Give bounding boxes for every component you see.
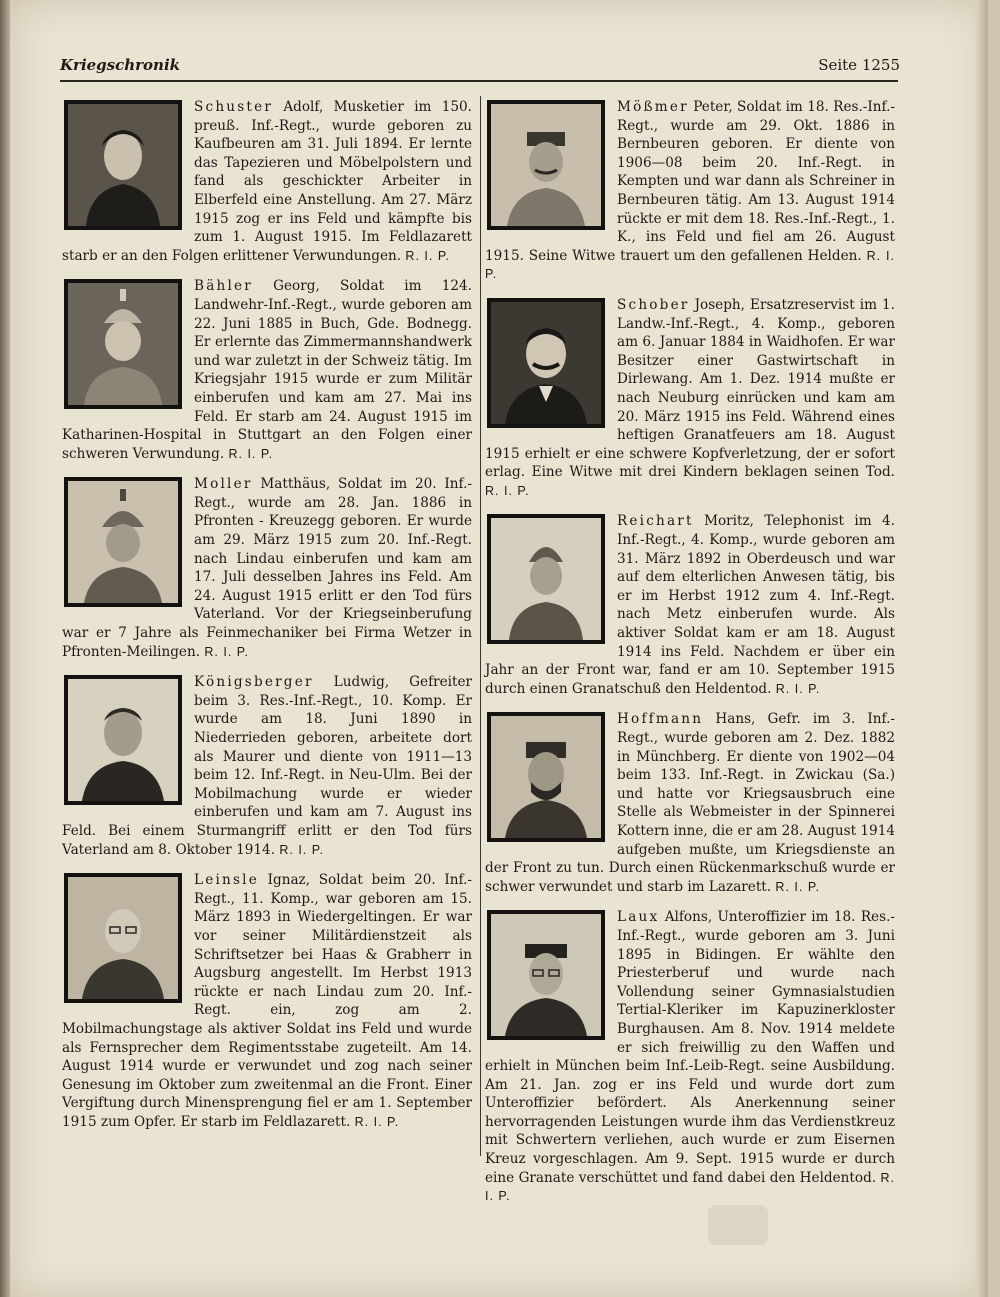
obituary-entry xyxy=(62,673,472,859)
obituary-text: Matthäus, Soldat im 20. Inf.-Regt., wurde am 28. Jan. 1886 in Pfronten - Kreuzegg geboren. Er wurde am 29. März 1915 zum 20. Inf.-Regt. nach Lindau einberufen und kam am 17. Juli desselben Jahres ins Feld. Am 24. August 1915 erlitt er den Tod fürs Vaterland. Vor der Kriegseinberufung war er 7 Jahre als Feinmechaniker bei Firma Wetzer in Pfronten-Meilingen. xyxy=(62,476,472,660)
surname: Schober xyxy=(617,296,690,313)
obituary-entry xyxy=(485,98,895,284)
obituary-text: Georg, Soldat im 124. Landwehr-Inf.-Regt., wurde geboren am 22. Juni 1885 in Buch, Gde. Bodnegg. Er erlernte das Zimmermannshandwerk und war zuletzt in der Schweiz tätig. Im Kriegsjahr 1915 wurde er zum Militär einberufen und kam am 27. Mai ins Feld. Er starb am 24. August 1915 im Katharinen-Hospital in Stuttgart an den Folgen einer schweren Verwundung. xyxy=(62,278,472,462)
publication-title: Kriegschronik xyxy=(60,56,181,74)
left-column xyxy=(62,98,472,1143)
header-rule xyxy=(60,80,898,82)
obituary-text: Adolf, Musketier im 150. preuß. Inf.-Regt., wurde geboren zu Kaufbeuren am 31. Juli 1894. Er lernte das Tapezieren und Möbelpolstern und fand als geschickter Arbeiter in Elberfeld eine Anstellung. Am 27. März 1915 zog er ins Feld und kämpfte bis zum 1. August 1915. Im Feldlazarett starb er an den Folgen erlittener Verwundungen. xyxy=(62,99,473,264)
obituary-text: Peter, Soldat im 18. Res.-Inf.-Regt., wurde am 29. Okt. 1886 in Bernbeuren geboren. Er diente von 1906—08 beim 20. Inf.-Regt. in Kempten und war dann als Schreiner in Bernbeuren tätig. Am 13. August 1914 rückte er mit dem 18. Res.-Inf.-Regt., 1. K., ins Feld und fiel am 26. August 1915. Seine Witwe trauert um den gefallenen Helden. xyxy=(485,99,895,264)
portrait-photo xyxy=(64,675,182,805)
running-head xyxy=(60,56,900,78)
obituary-text: Moritz, Telephonist im 4. Inf.-Regt., 4. Komp., wurde geboren am 31. März 1892 in Oberdeusch und war auf dem elterlichen Anwesen tätig, bis er im Herbst 1912 zum 4. Inf.-Regt. nach Metz einberufen wurde. Als aktiver Soldat kam er am 18. August 1914 ins Feld. Nachdem er über ein Jahr an der Front war, fand er am 10. September 1915 durch einen Granatschuß den Heldentod. xyxy=(485,513,895,697)
surname: Moller xyxy=(194,476,253,493)
page-number: Seite 1255 xyxy=(818,56,900,74)
rip-mark: R. I. P. xyxy=(279,842,324,857)
rip-mark: R. I. P. xyxy=(485,248,895,282)
surname: Mößmer xyxy=(617,99,689,115)
surname: Hoffmann xyxy=(617,711,704,728)
library-stamp xyxy=(708,1205,768,1245)
portrait-photo xyxy=(64,100,182,230)
surname: Schuster xyxy=(194,99,274,115)
rip-mark: R. I. P. xyxy=(775,681,821,696)
obituary-entry xyxy=(485,908,895,1206)
rip-mark: R. I. P. xyxy=(485,483,530,498)
rip-mark: R. I. P. xyxy=(405,248,451,263)
obituary-text: Alfons, Unteroffizier im 18. Res.-Inf.-Regt., wurde geboren am 3. Juni 1895 in Bidingen. Er wählte den Priesterberuf und wurde nach Vollendung seiner Gymnasialstudien Tertial-Kleriker im Kapuzinerkloster Burghausen. Am 8. Nov. 1914 meldete er sich freiwillig zu den Waffen und erhielt in München beim Inf.-Leib-Regt. seine Ausbildung. Am 21. Jan. zog er ins Feld und wurde dort zum Unteroffizier befördert. Als Anerkennung seiner hervorragenden Leistungen wurde ihm das Verdienstkreuz mit Schwertern verliehen, auch wurde er zum Eisernen Kreuz vorgeschlagen. Am 9. Sept. 1915 wurde er durch eine Granate verschüttet und fand dabei den Heldentod. xyxy=(485,909,895,1186)
surname: Königsberger xyxy=(194,674,314,691)
page-right-edge xyxy=(976,0,988,1297)
portrait-photo xyxy=(64,279,182,409)
obituary-text: Ludwig, Gefreiter beim 3. Res.-Inf.-Regt., 10. Komp. Er wurde am 18. Juni 1890 in Niederrieden geboren, arbeitete dort als Maurer und diente von 1911—13 beim 12. Inf.-Regt. in Neu-Ulm. Bei der Mobilmachung wurde er wieder einberufen und kam am 7. August ins Feld. Bei einem Sturmangriff erlitt er den Tod fürs Vaterland am 8. Oktober 1914. xyxy=(62,674,472,858)
obituary-entry xyxy=(62,277,472,463)
portrait-photo xyxy=(487,100,605,230)
rip-mark: R. I. P. xyxy=(354,1114,400,1129)
surname: Bähler xyxy=(194,278,253,295)
rip-mark: R. I. P. xyxy=(485,1170,895,1204)
rip-mark: R. I. P. xyxy=(775,879,821,894)
rip-mark: R. I. P. xyxy=(204,644,249,659)
obituary-entry xyxy=(62,871,472,1131)
obituary-entry xyxy=(62,475,472,661)
portrait-photo xyxy=(64,477,182,607)
portrait-photo xyxy=(487,514,605,644)
surname: Reichart xyxy=(617,513,694,530)
portrait-photo xyxy=(487,298,605,428)
obituary-entry xyxy=(485,296,895,501)
obituary-entry xyxy=(485,710,895,896)
surname: Leinsle xyxy=(194,872,259,889)
rip-mark: R. I. P. xyxy=(228,446,274,461)
surname: Laux xyxy=(617,909,660,926)
portrait-photo xyxy=(487,712,605,842)
obituary-entry xyxy=(62,98,472,265)
obituary-text: Joseph, Ersatzreservist im 1. Landw.-Inf.-Regt., 4. Komp., geboren am 6. Januar 1884 in Waidhofen. Er war Besitzer einer Gastwirtschaft in Dirlewang. Am 1. Dez. 1914 mußte er nach Neuburg einrücken und kam am 20. März 1915 ins Feld. Während eines heftigen Granatfeuers am 18. August 1915 erhielt er eine schwere Kopfverletzung, der er sofort erlag. Eine Witwe mit drei Kindern beklagen seinen Tod. xyxy=(485,296,895,481)
obituary-entry xyxy=(485,512,895,698)
obituary-text: Ignaz, Soldat beim 20. Inf.-Regt., 11. Komp., war geboren am 15. März 1893 in Wiedergeltingen. Er war vor seiner Militärdienstzeit als Schriftsetzer bei Haas & Grabherr in Augsburg angestellt. Im Herbst 1913 rückte er nach Lindau zum 20. Inf.-Regt. ein, zog am 2. Mobilmachungstage als aktiver Soldat ins Feld und wurde als Fernsprecher dem Regimentsstabe zugeteilt. Am 14. August 1914 wurde er verwundet und zog nach seiner Genesung im Oktober zum zweitenmal an die Front. Einer Vergiftung durch Minensprengung fiel er am 1. September 1915 zum Opfer. Er starb im Feldlazarett. xyxy=(62,872,472,1130)
obituary-text: Hans, Gefr. im 3. Inf.-Regt., wurde geboren am 2. Dez. 1882 in Münchberg. Er diente von 1902—04 beim 133. Inf.-Regt. in Zwickau (Sa.) und hatte vor Kriegsausbruch eine Stelle als Webmeister in der Spinnerei Kottern inne, die er am 28. August 1914 aufgeben mußte, um Kriegsdienste an der Front zu tun. Durch einen Rückenmarkschuß wurde er schwer verwundet und starb im Lazarett. xyxy=(485,711,895,895)
portrait-photo xyxy=(64,873,182,1003)
portrait-photo xyxy=(487,910,605,1040)
right-column xyxy=(485,98,895,1218)
column-divider xyxy=(480,96,481,1156)
binding-edge xyxy=(0,0,10,1297)
